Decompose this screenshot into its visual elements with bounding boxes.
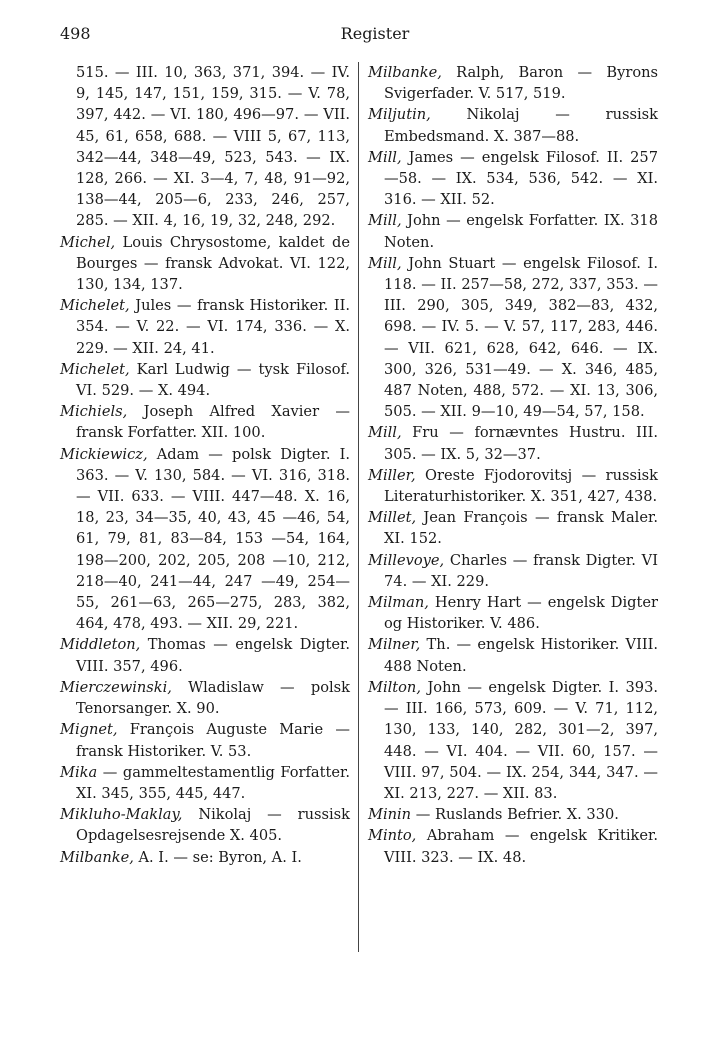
entry-references: Fru — fornævntes Hustru. III. 305. — IX. 5, 32—37. [384, 424, 658, 463]
entry-references: Henry Hart — engelsk Digter og Historiker. V. 486. [384, 594, 658, 633]
entry-name: Milton, [368, 678, 421, 696]
entry-references: Th. — engelsk Historiker. VIII. 488 Noten. [384, 636, 658, 675]
index-entry [368, 677, 658, 804]
entry-name: Mickiewicz, [60, 445, 148, 463]
entry-name: Michelet, [60, 360, 130, 378]
entry-name: Mikluho-Maklay, [60, 806, 183, 824]
index-entry [368, 634, 658, 676]
entry-name: Milbanke, [60, 848, 134, 866]
entry-name: Minin [368, 806, 412, 824]
index-entry [368, 62, 658, 104]
entry-name: Mierczewinski, [60, 678, 172, 696]
index-entry [60, 762, 350, 804]
entry-references: 515. — III. 10, 363, 371, 394. — IV. 9, 145, 147, 151, 159, 315. — V. 78, 397, 442. — VI. 180, 496—97. — VII. 45, 61, 658, 688. — VIII 5, 67, 113, 342—44, 348—49, 523, 543. — IX. 128, 266. — XI. 3—4, 7, 48, 91—92, 138—44, 205—6, 233, 246, 257, 285. — XII. 4, 16, 19, 32, 248, 292. [76, 64, 350, 230]
entry-references: Jules — fransk Historiker. II. 354. — V. 22. — VI. 174, 336. — X. 229. — XII. 24, 41. [76, 297, 350, 357]
entry-references: Wladislaw — polsk Tenorsanger. X. 90. [76, 678, 350, 718]
index-entry [60, 444, 350, 635]
index-entry [368, 507, 658, 549]
entry-references: Oreste Fjodorovitsj — russisk Literaturhistoriker. X. 351, 427, 438. [384, 466, 658, 506]
index-entry [60, 677, 350, 719]
left-column [60, 62, 350, 868]
index-entry [60, 804, 350, 846]
entry-name: Milbanke, [368, 64, 442, 81]
entry-name: Milner, [368, 636, 421, 654]
index-entry [368, 550, 658, 592]
entry-references: John — engelsk Digter. I. 393. — III. 166, 573, 609. — V. 71, 112, 130, 133, 140, 282, 301—2, 397, 448. — VI. 404. — VII. 60, 157. — VIII. 97, 504. — IX. 254, 344, 347. — XI. 213, 227. — XII. 83. [384, 678, 658, 802]
index-entry [60, 719, 350, 761]
entry-references: Abraham — engelsk Kritiker. VIII. 323. — IX. 48. [384, 827, 658, 866]
entry-references: Ralph, Baron — Byrons Svigerfader. V. 517, 519. [384, 64, 658, 103]
index-entry [368, 465, 658, 507]
entry-references: A. I. — se: Byron, A. I. [133, 848, 302, 866]
right-column [368, 62, 658, 868]
index-entry [368, 825, 658, 867]
index-entry [368, 104, 658, 146]
entry-name: Milman, [368, 594, 429, 612]
index-entry [368, 210, 658, 252]
entry-name: Miller, [368, 466, 416, 484]
entry-references: Nikolaj — russisk Opdagelsesrejsende X. 405. [76, 806, 350, 845]
index-entry [60, 401, 350, 443]
index-entry [368, 253, 658, 423]
entry-name: Millevoye, [368, 551, 445, 569]
entry-references: — gammeltestamentlig Forfatter. XI. 345, 355, 445, 447. [76, 763, 350, 802]
entry-name: Mika [60, 763, 98, 781]
entry-references: Adam — polsk Digter. I. 363. — V. 130, 584. — VI. 316, 318. — VII. 633. — VIII. 447—48. X. 16, 18, 23, 34—35, 40, 43, 45 —46, 54, 61, 79, 81, 83—84, 153 —54, 164, 198—200, 202, 205, 208 —10, 212, 218—40, 241—44, 247 —49, 254—55, 261—63, 265—275, 283, 382, 464, 478, 493. — XII. 29, 221. [76, 445, 350, 633]
entry-references: Charles — fransk Digter. VI 74. — XI. 229. [384, 551, 658, 590]
column-divider [358, 62, 359, 952]
index-columns [60, 62, 660, 1022]
entry-references: Jean François — fransk Maler. XI. 152. [384, 509, 658, 548]
entry-references: Karl Ludwig — tysk Filosof. VI. 529. — X. 494. [76, 360, 350, 400]
entry-references: Joseph Alfred Xavier — fransk Forfatter. XII. 100. [76, 403, 350, 442]
index-entry [60, 295, 350, 359]
entry-name: Michiels, [60, 403, 128, 421]
index-entry [368, 804, 658, 825]
index-entry [60, 359, 350, 401]
entry-references: Thomas — engelsk Digter. VIII. 357, 496. [76, 636, 350, 675]
index-entry [368, 147, 658, 211]
entry-references: James — engelsk Filosof. II. 257—58. — IX. 534, 536, 542. — XI. 316. — XII. 52. [384, 148, 658, 209]
entry-references: — Ruslands Befrier. X. 330. [411, 806, 619, 824]
page-number: 498 [60, 24, 91, 43]
running-title: Register [340, 24, 410, 43]
entry-references: François Auguste Marie — fransk Historiker. V. 53. [76, 721, 350, 760]
entry-name: Mill, [368, 148, 402, 166]
index-entry [60, 62, 350, 232]
index-entry [60, 847, 350, 868]
index-entry [60, 232, 350, 296]
entry-references: Louis Chrysostome, kaldet de Bourges — fransk Advokat. VI. 122, 130, 134, 137. [76, 233, 350, 294]
entry-name: Mill, [368, 424, 402, 442]
entry-name: Minto, [368, 827, 417, 845]
entry-name: Mill, [368, 212, 402, 230]
entry-name: Mill, [368, 254, 402, 272]
entry-references: John Stuart — engelsk Filosof. I. 118. — II. 257—58, 272, 337, 353. — III. 290, 305, 349, 382—83, 432, 698. — IV. 5. — V. 57, 117, 283, 446. — VII. 621, 628, 642, 646. — IX. 300, 326, 531—49. — X. 346, 485, 487 Noten, 488, 572. — XI. 13, 306, 505. — XII. 9—10, 49—54, 57, 158. [384, 254, 658, 421]
entry-name: Millet, [368, 509, 417, 527]
page-header [60, 24, 660, 48]
entry-name: Miljutin, [368, 106, 431, 124]
entry-name: Michel, [60, 233, 116, 251]
entry-references: John — engelsk Forfatter. IX. 318 Noten. [384, 212, 658, 251]
index-entry [60, 634, 350, 676]
entry-name: Michelet, [60, 297, 130, 315]
entry-name: Middleton, [60, 636, 141, 654]
index-entry [368, 592, 658, 634]
index-entry [368, 422, 658, 464]
entry-name: Mignet, [60, 721, 118, 739]
entry-references: Nikolaj — russisk Embedsmand. X. 387—88. [384, 106, 658, 145]
